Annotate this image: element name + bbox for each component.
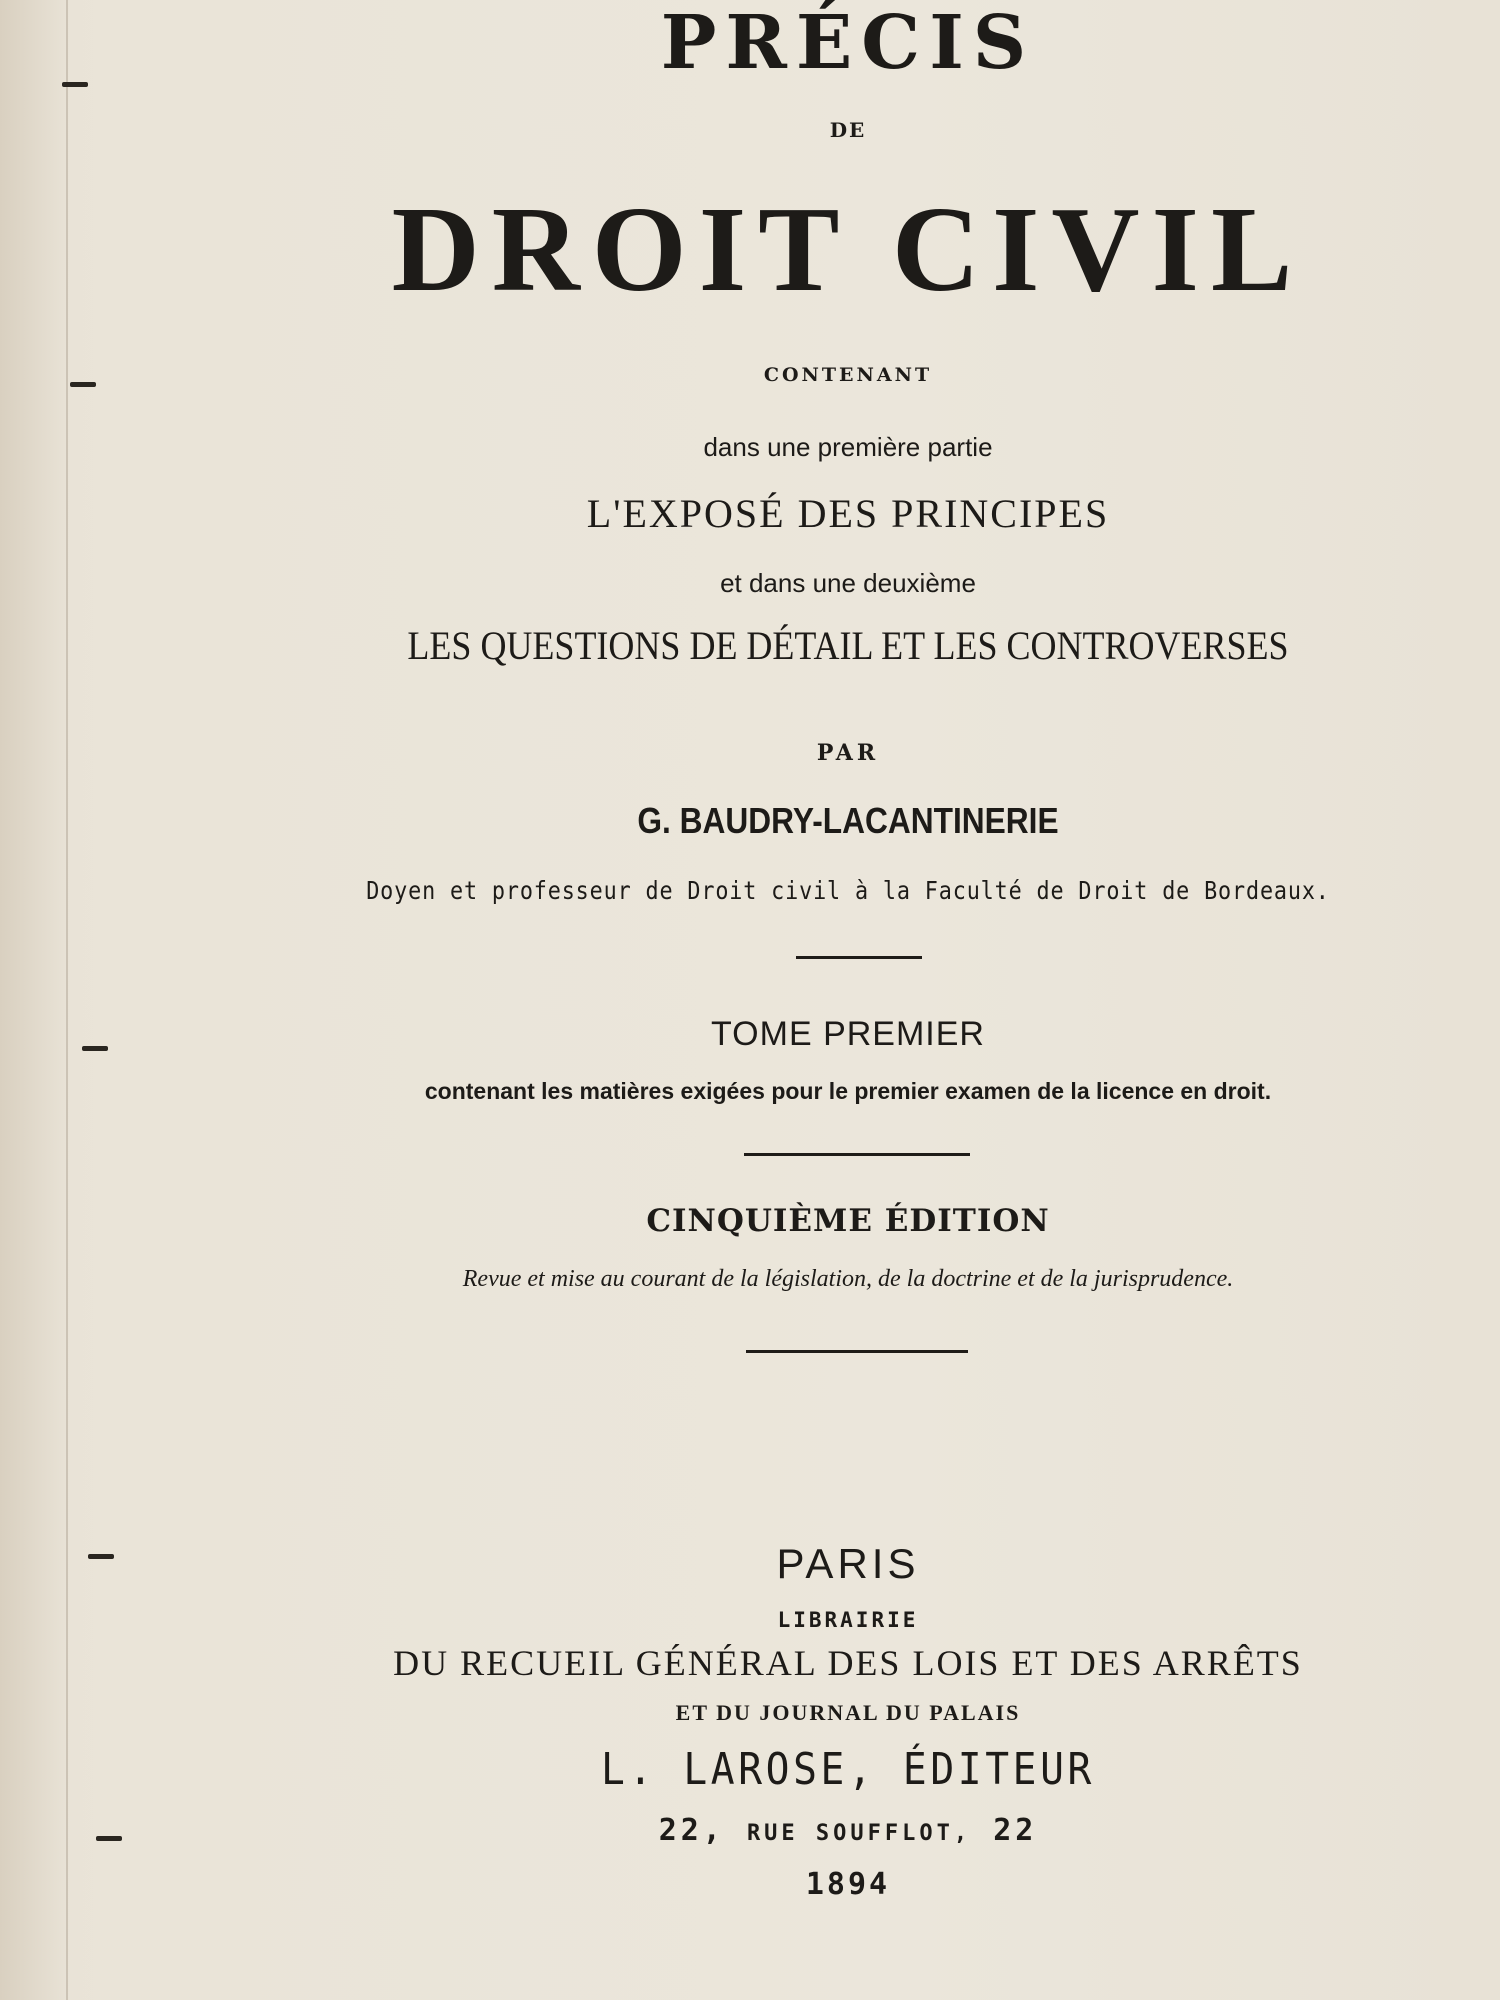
title-de: DE	[829, 118, 867, 142]
title-droit-civil: DROIT CIVIL	[391, 182, 1305, 317]
title-precis: PRÉCIS	[660, 0, 1036, 86]
binding-gutter	[66, 0, 68, 2000]
author-name: G. BAUDRY-LACANTINERIE	[637, 800, 1059, 841]
tome-label: TOME PREMIER	[711, 1015, 985, 1053]
binding-stitch	[62, 82, 88, 87]
edition-label: CINQUIÈME ÉDITION	[646, 1203, 1050, 1239]
imprint-librairie: LIBRAIRIE	[777, 1608, 919, 1632]
address-street: RUE SOUFFLOT,	[746, 1821, 972, 1846]
address-number-left: 22,	[658, 1813, 725, 1848]
binding-stitch	[70, 382, 96, 387]
imprint-year: 1894	[805, 1867, 891, 1902]
contenant-label: CONTENANT	[763, 364, 933, 386]
imprint-recueil: DU RECUEIL GÉNÉRAL DES LOIS ET DES ARRÊTS	[393, 1643, 1303, 1683]
tome-description: contenant les matières exigées pour le premier examen de la licence en droit.	[424, 1078, 1272, 1104]
imprint-address	[98, 1813, 1500, 1848]
imprint-city: PARIS	[776, 1540, 920, 1587]
deuxieme-line: et dans une deuxième	[720, 568, 976, 598]
par-label: PAR	[816, 740, 880, 766]
divider-rule	[796, 956, 922, 959]
divider-rule	[744, 1153, 970, 1156]
edition-note: Revue et mise au courant de la législation, de la doctrine et de la jurisprudence.	[462, 1266, 1234, 1292]
questions-line: LES QUESTIONS DE DÉTAIL ET LES CONTROVERSES	[407, 623, 1289, 668]
premiere-partie-line: dans une première partie	[703, 432, 993, 462]
author-title: Doyen et professeur de Droit civil à la Faculté de Droit de Bordeaux.	[366, 876, 1330, 905]
address-number-right: 22	[993, 1813, 1038, 1848]
expose-line: L'EXPOSÉ DES PRINCIPES	[586, 491, 1110, 536]
imprint-journal: ET DU JOURNAL DU PALAIS	[675, 1700, 1021, 1725]
imprint-publisher: L. LAROSE, ÉDITEUR	[601, 1744, 1095, 1795]
divider-rule	[746, 1350, 968, 1353]
